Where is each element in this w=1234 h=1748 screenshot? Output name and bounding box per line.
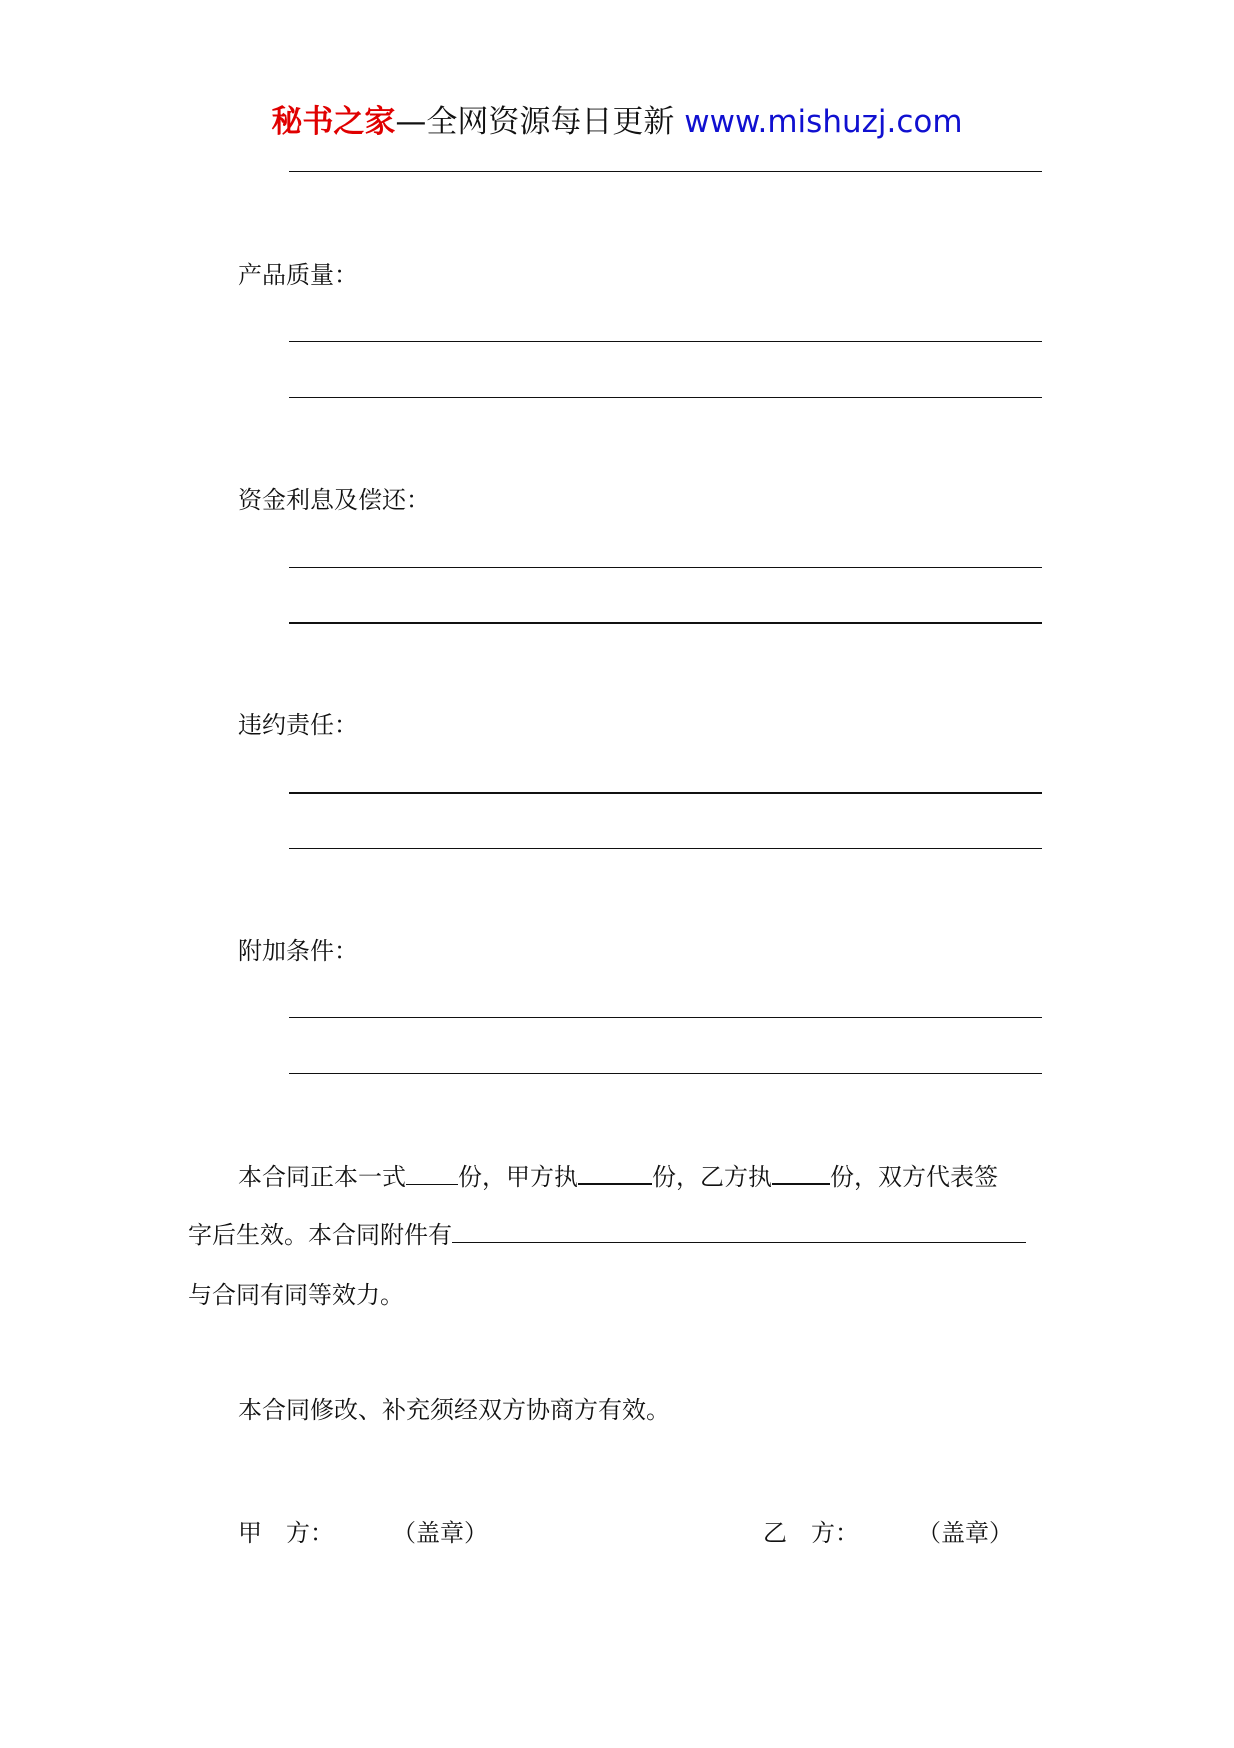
fill-line xyxy=(289,397,1042,398)
fill-line xyxy=(289,1073,1042,1074)
fill-line xyxy=(289,341,1042,342)
copies-total-blank[interactable] xyxy=(406,1162,458,1185)
attachments-blank[interactable] xyxy=(452,1220,1026,1243)
fill-line xyxy=(289,1017,1042,1018)
header-slogan: —全网资源每日更新 xyxy=(395,104,675,140)
section-heading-funds-interest: 资金利息及偿还： xyxy=(238,486,430,514)
fill-line xyxy=(289,792,1042,794)
copies-text-2: 份，甲方执 xyxy=(458,1163,578,1191)
party-b-char1: 乙 xyxy=(763,1519,787,1547)
fill-line xyxy=(289,622,1042,624)
amendment-clause: 本合同修改、补充须经双方协商方有效。 xyxy=(238,1396,670,1424)
party-a-char1: 甲 xyxy=(238,1519,262,1547)
copies-text-3: 份，乙方执 xyxy=(652,1163,772,1191)
party-a-copies-blank[interactable] xyxy=(578,1161,652,1185)
page-header xyxy=(0,102,1234,142)
brand-name: 秘书之家 xyxy=(271,104,396,140)
party-a-signature xyxy=(238,1518,488,1548)
party-b-seal: （盖章） xyxy=(917,1519,1013,1547)
copies-clause-line3: 与合同有同等效力。 xyxy=(188,1281,404,1309)
copies-text-1: 本合同正本一式 xyxy=(238,1163,406,1191)
party-b-label xyxy=(763,1518,859,1548)
section-heading-liability: 违约责任： xyxy=(238,711,358,739)
copies-text-4: 份，双方代表签 xyxy=(830,1163,998,1191)
party-a-char2: 方： xyxy=(286,1519,334,1547)
copies-clause-line1 xyxy=(238,1161,998,1192)
party-a-seal: （盖章） xyxy=(392,1519,488,1547)
party-b-signature xyxy=(763,1518,1013,1548)
fill-line xyxy=(289,171,1042,172)
party-b-copies-blank[interactable] xyxy=(772,1161,830,1185)
fill-line xyxy=(289,848,1042,849)
attachments-text: 字后生效。本合同附件有 xyxy=(188,1221,452,1249)
section-heading-product-quality: 产品质量： xyxy=(238,261,358,289)
section-heading-additional-terms: 附加条件： xyxy=(238,937,358,965)
party-b-char2: 方： xyxy=(811,1519,859,1547)
party-a-label xyxy=(238,1518,334,1548)
site-link[interactable]: www.mishuzj.com xyxy=(684,104,963,140)
copies-clause-line2 xyxy=(188,1220,1026,1250)
fill-line xyxy=(289,567,1042,568)
